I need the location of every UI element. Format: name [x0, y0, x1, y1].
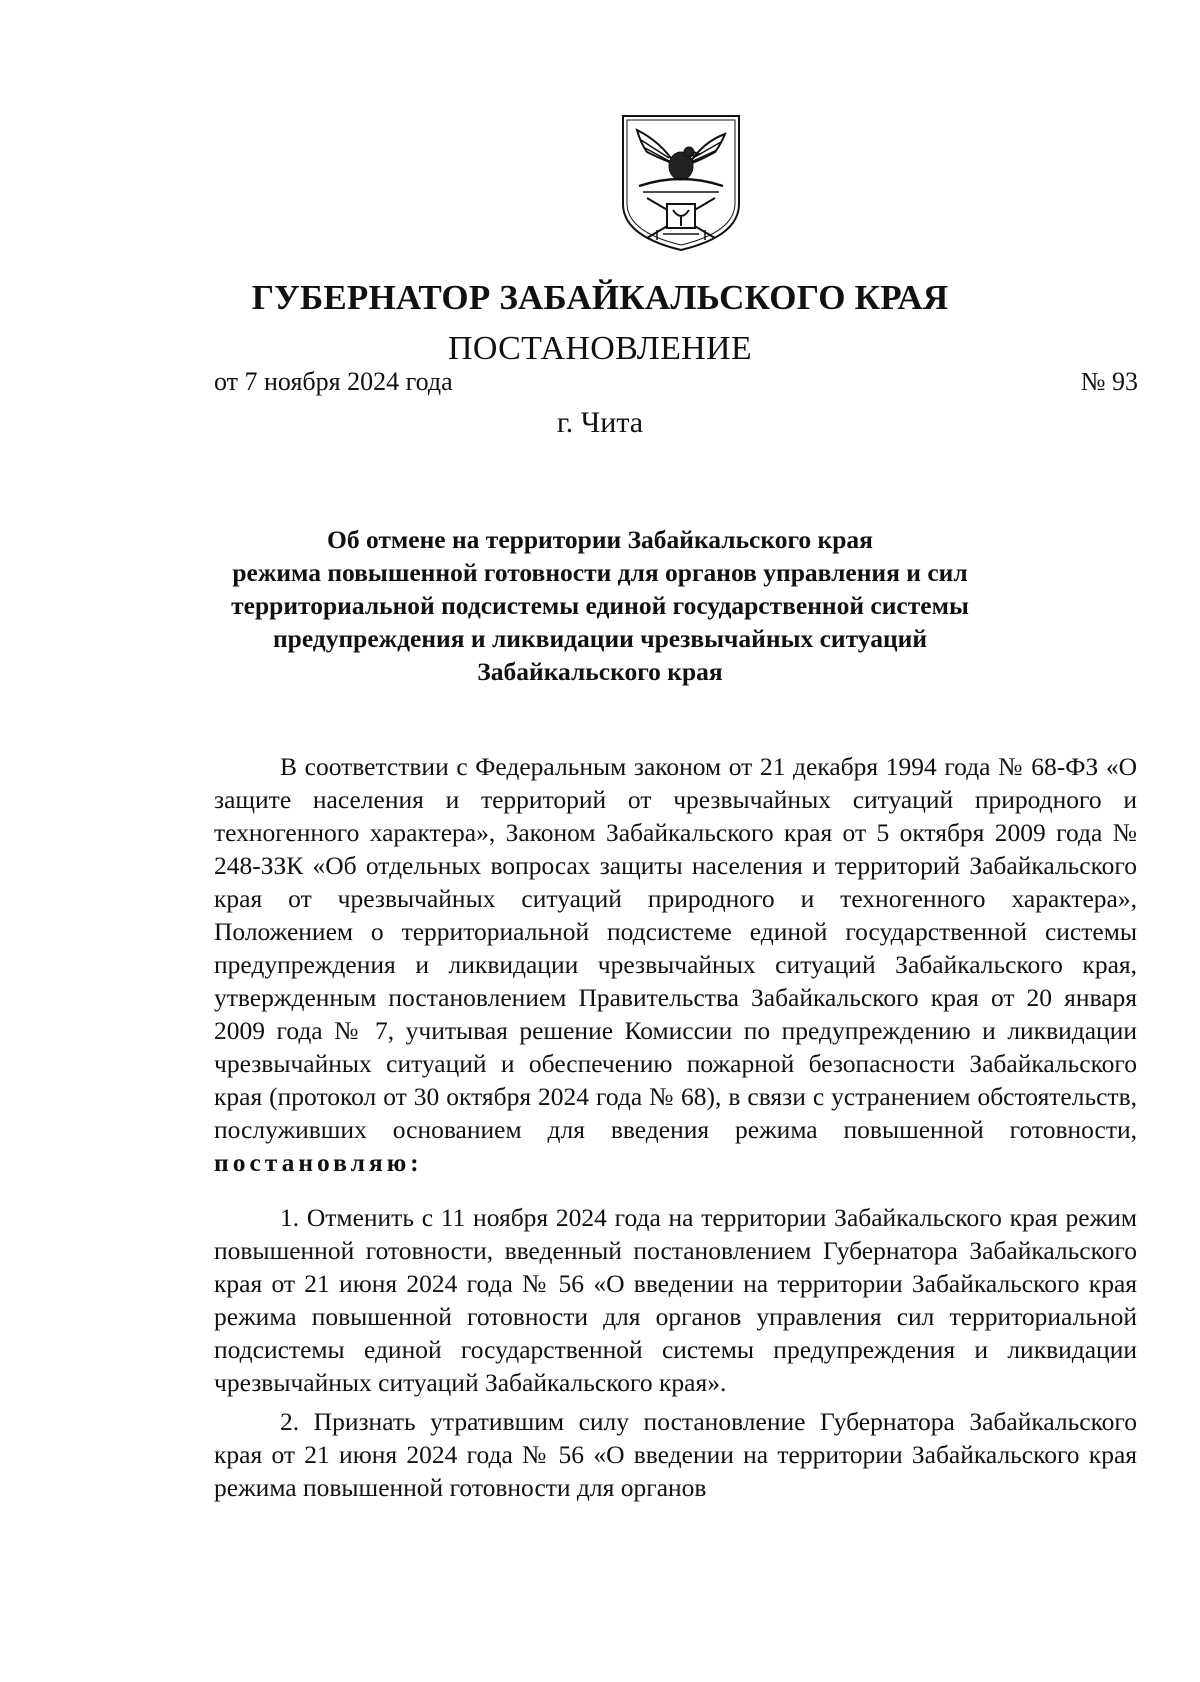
document-date: от 7 ноября 2024 года	[214, 367, 453, 396]
title-line: Об отмене на территории Забайкальского края	[327, 525, 873, 554]
document-city: г. Чита	[556, 406, 644, 439]
document-type: ПОСТАНОВЛЕНИЕ	[448, 330, 752, 367]
document-body	[214, 750, 1137, 1504]
coat-of-arms-icon	[617, 112, 745, 252]
document-number: № 93	[1080, 367, 1138, 396]
title-line: предупреждения и ликвидации чрезвычайных ситуаций	[272, 624, 928, 653]
title-line: Забайкальского края	[477, 657, 723, 686]
title-line: режима повышенной готовности для органов управления и сил	[232, 558, 968, 587]
document-title	[180, 523, 1020, 688]
issuing-authority: ГУБЕРНАТОР ЗАБАЙКАЛЬСКОГО КРАЯ	[251, 278, 949, 317]
title-line: территориальной подсистемы единой государственной системы	[231, 591, 969, 620]
preamble-text: В соответствии с Федеральным законом от 21 декабря 1994 года № 68-ФЗ «О защите населения и территорий от чрезвычайных ситуаций природного и техногенного характера», Законом Забайкальского края от 5 октября 2009 года № 248-ЗЗК «Об отдельных вопросах защиты населения и территорий Забайкальского края от чрезвычайных ситуаций природного и техногенного характера», Положением о территориальной подсистеме единой государственной системы предупреждения и ликвидации чрезвычайных ситуаций Забайкальского края, утвержденным постановлением Правительства Забайкальского края от 20 января 2009 года № 7, учитывая решение Комиссии по предупреждению и ликвидации чрезвычайных ситуаций и обеспечению пожарной безопасности Забайкальского края (протокол от 30 октября 2024 года № 68), в связи с устранением обстоятельств, послуживших основанием для введения режима повышенной готовности,	[214, 752, 1137, 1144]
resolution-item-1: 1. Отменить с 11 ноября 2024 года на территории Забайкальского края режим повышенной готовности, введенный постановлением Губернатора Забайкальского края от 21 июня 2024 года № 56 «О введении на территории Забайкальского края режима повышенной готовности для органов управления сил территориальной подсистемы единой государственной системы предупреждения и ликвидации чрезвычайных ситуаций Забайкальского края».	[214, 1203, 1137, 1397]
preamble-paragraph	[214, 750, 1137, 1179]
resolution-item-2: 2. Признать утратившим силу постановление Губернатора Забайкальского края от 21 июня 2024 года № 56 «О введении на территории Забайкальского края режима повышенной готовности для органов	[214, 1407, 1137, 1502]
zabaikalsky-coat-of-arms-icon	[617, 112, 745, 252]
date-number-row	[214, 367, 1138, 397]
resolve-word: постановляю:	[214, 1148, 423, 1177]
